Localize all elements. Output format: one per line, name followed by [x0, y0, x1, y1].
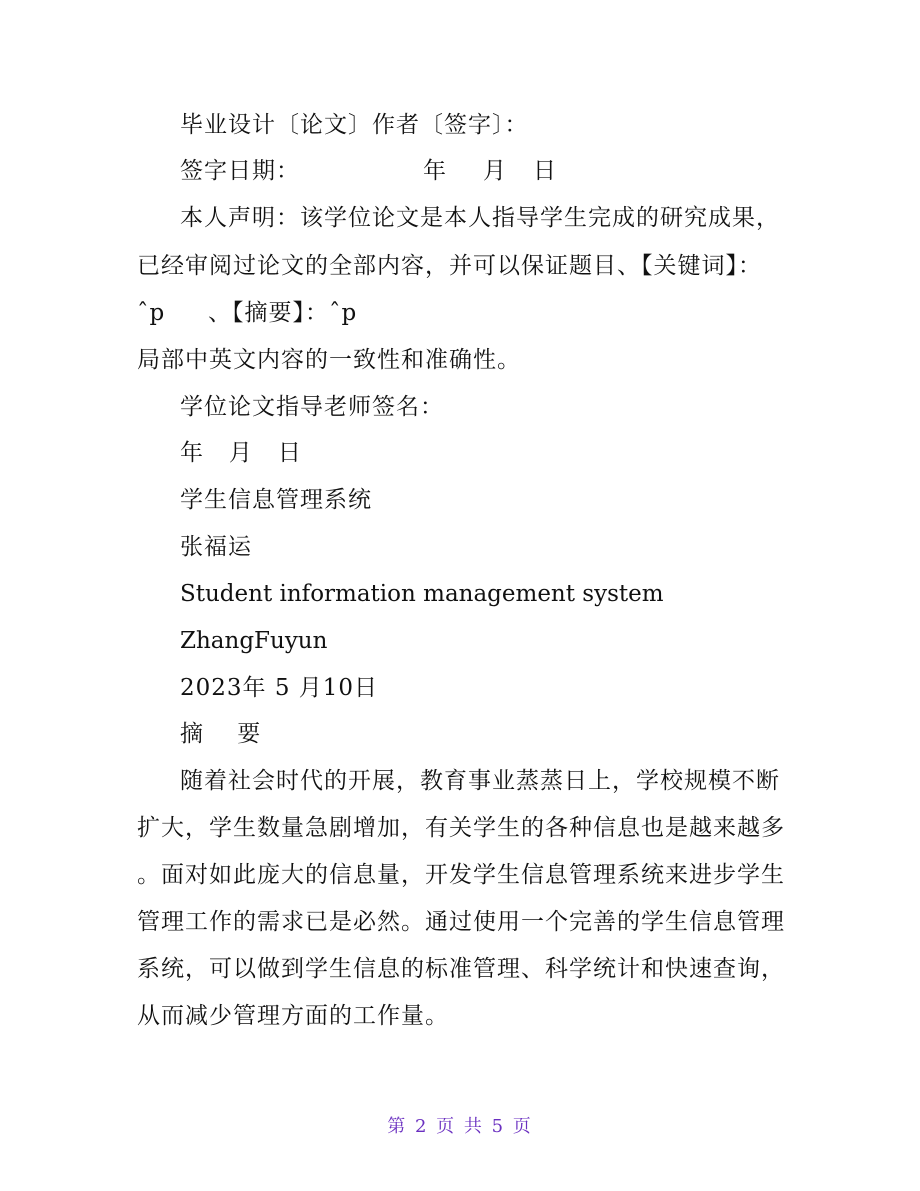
- thesis-title-en: Student information management system: [180, 581, 664, 607]
- abstract-line: 扩大，学生数量急剧增加，有关学生的各种信息也是越来越多: [137, 815, 785, 841]
- thesis-title-cn: 学生信息管理系统: [180, 487, 372, 513]
- thesis-author-en: ZhangFuyun: [180, 628, 328, 654]
- abstract-line: 管理工作的需求已是必然。通过使用一个完善的学生信息管理: [137, 909, 785, 935]
- declaration-line-4: 局部中英文内容的一致性和准确性。: [137, 347, 521, 373]
- page-number-label: 第 2 页 共 5 页: [387, 1116, 533, 1137]
- abstract-line: 系统，可以做到学生信息的标准管理、科学统计和快速查询，: [137, 956, 785, 982]
- thesis-date: 2023年 5 月10日: [180, 675, 379, 701]
- abstract-line: 随着社会时代的开展，教育事业蒸蒸日上，学校规模不断: [180, 768, 780, 794]
- advisor-sign-date: 年 月 日: [180, 440, 302, 466]
- author-signature-label: 毕业设计〔论文〕作者〔签字〕：: [180, 112, 529, 138]
- abstract-line: 从而减少管理方面的工作量。: [137, 1003, 449, 1029]
- declaration-line-3b: 、【摘要】：ˆp: [208, 300, 358, 326]
- abstract-heading: 摘 要: [180, 721, 262, 747]
- abstract-line: 。面对如此庞大的信息量，开发学生信息管理系统来进步学生: [137, 862, 785, 888]
- declaration-line-1: 本人声明：该学位论文是本人指导学生完成的研究成果，: [180, 205, 780, 231]
- declaration-line-2: 已经审阅过论文的全部内容，并可以保证题目、【关键词】：: [137, 253, 762, 279]
- declaration-line-3a: ˆp: [137, 300, 166, 326]
- advisor-signature-label: 学位论文指导老师签名：: [180, 394, 444, 420]
- sign-date-month: 月: [483, 158, 507, 184]
- thesis-author-cn: 张福运: [180, 534, 252, 560]
- sign-date-label: 签字日期：: [180, 158, 300, 184]
- sign-date-day: 日: [533, 158, 557, 184]
- page-footer: [0, 1112, 920, 1138]
- sign-date-year: 年: [423, 158, 447, 184]
